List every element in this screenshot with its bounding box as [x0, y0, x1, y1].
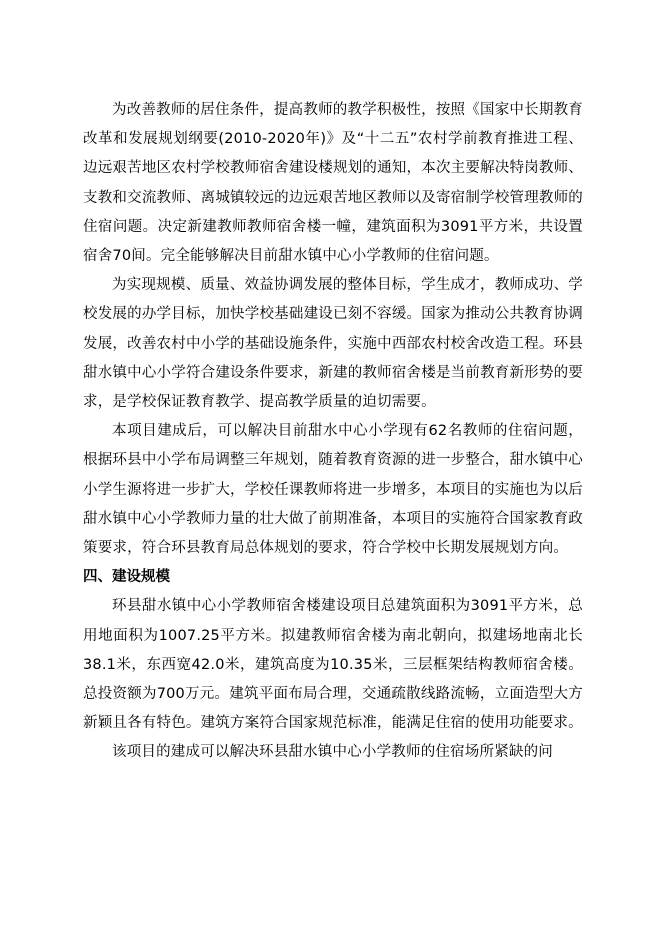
paragraph-conclusion: 该项目的建成可以解决环县甜水镇中心小学教师的住宿场所紧缺的问: [112, 744, 553, 761]
paragraph-scale: 环县甜水镇中心小学教师宿舍楼建设项目总建筑面积为3091平方米，总用地面积为1007.25平方米。拟建教师宿舍楼为南北朝向，拟建场地南北长38.1米，东西宽42.0米，建筑高度为10.35米，三层框架结构教师宿舍楼。总投资额为700万元。建筑平面布局合理，交通疏散线路流畅，立面造型大方新颖且各有特色。建筑方案符合国家规范标准，能满足住宿的使用功能要求。: [83, 598, 583, 732]
paragraph-purpose: 为改善教师的居住条件，提高教师的教学积极性，按照《国家中长期教育改革和发展规划纲要(2010-2020年)》及“十二五”农村学前教育推进工程、边远艰苦地区农村学校教师宿舍建设楼规划的通知，本次主要解决特岗教师、支教和交流教师、离城镇较远的边远艰苦地区教师以及寄宿制学校管理教师的住宿问题。决定新建教师教师宿舍楼一幢，建筑面积为3091平方米，共设置宿舍70间。完全能够解决目前甜水镇中心小学教师的住宿问题。: [83, 102, 583, 265]
document-body: [83, 96, 583, 768]
section-heading: 四、建设规模: [83, 569, 170, 586]
paragraph-goals: 为实现规模、质量、效益协调发展的整体目标，学生成才，教师成功、学校发展的办学目标，加快学校基础建设已刻不容缓。国家为推动公共教育协调发展，改善农村中小学的基础设施条件，实施中西部农村校舍改造工程。环县甜水镇中心小学符合建设条件要求，新建的教师宿舍楼是当前教育新形势的要求，是学校保证教育教学、提高教学质量的迫切需要。: [83, 277, 583, 411]
paragraph-benefits: 本项目建成后，可以解决目前甜水中心小学现有62名教师的住宿问题，根据环县中小学布局调整三年规划，随着教育资源的进一步整合，甜水镇中心小学生源将进一步扩大，学校任课教师将进一步增多，本项目的实施也为以后甜水镇中心小学教师力量的壮大做了前期准备，本项目的实施符合国家教育政策要求，符合环县教育局总体规划的要求，符合学校中长期发展规划方向。: [83, 423, 583, 557]
